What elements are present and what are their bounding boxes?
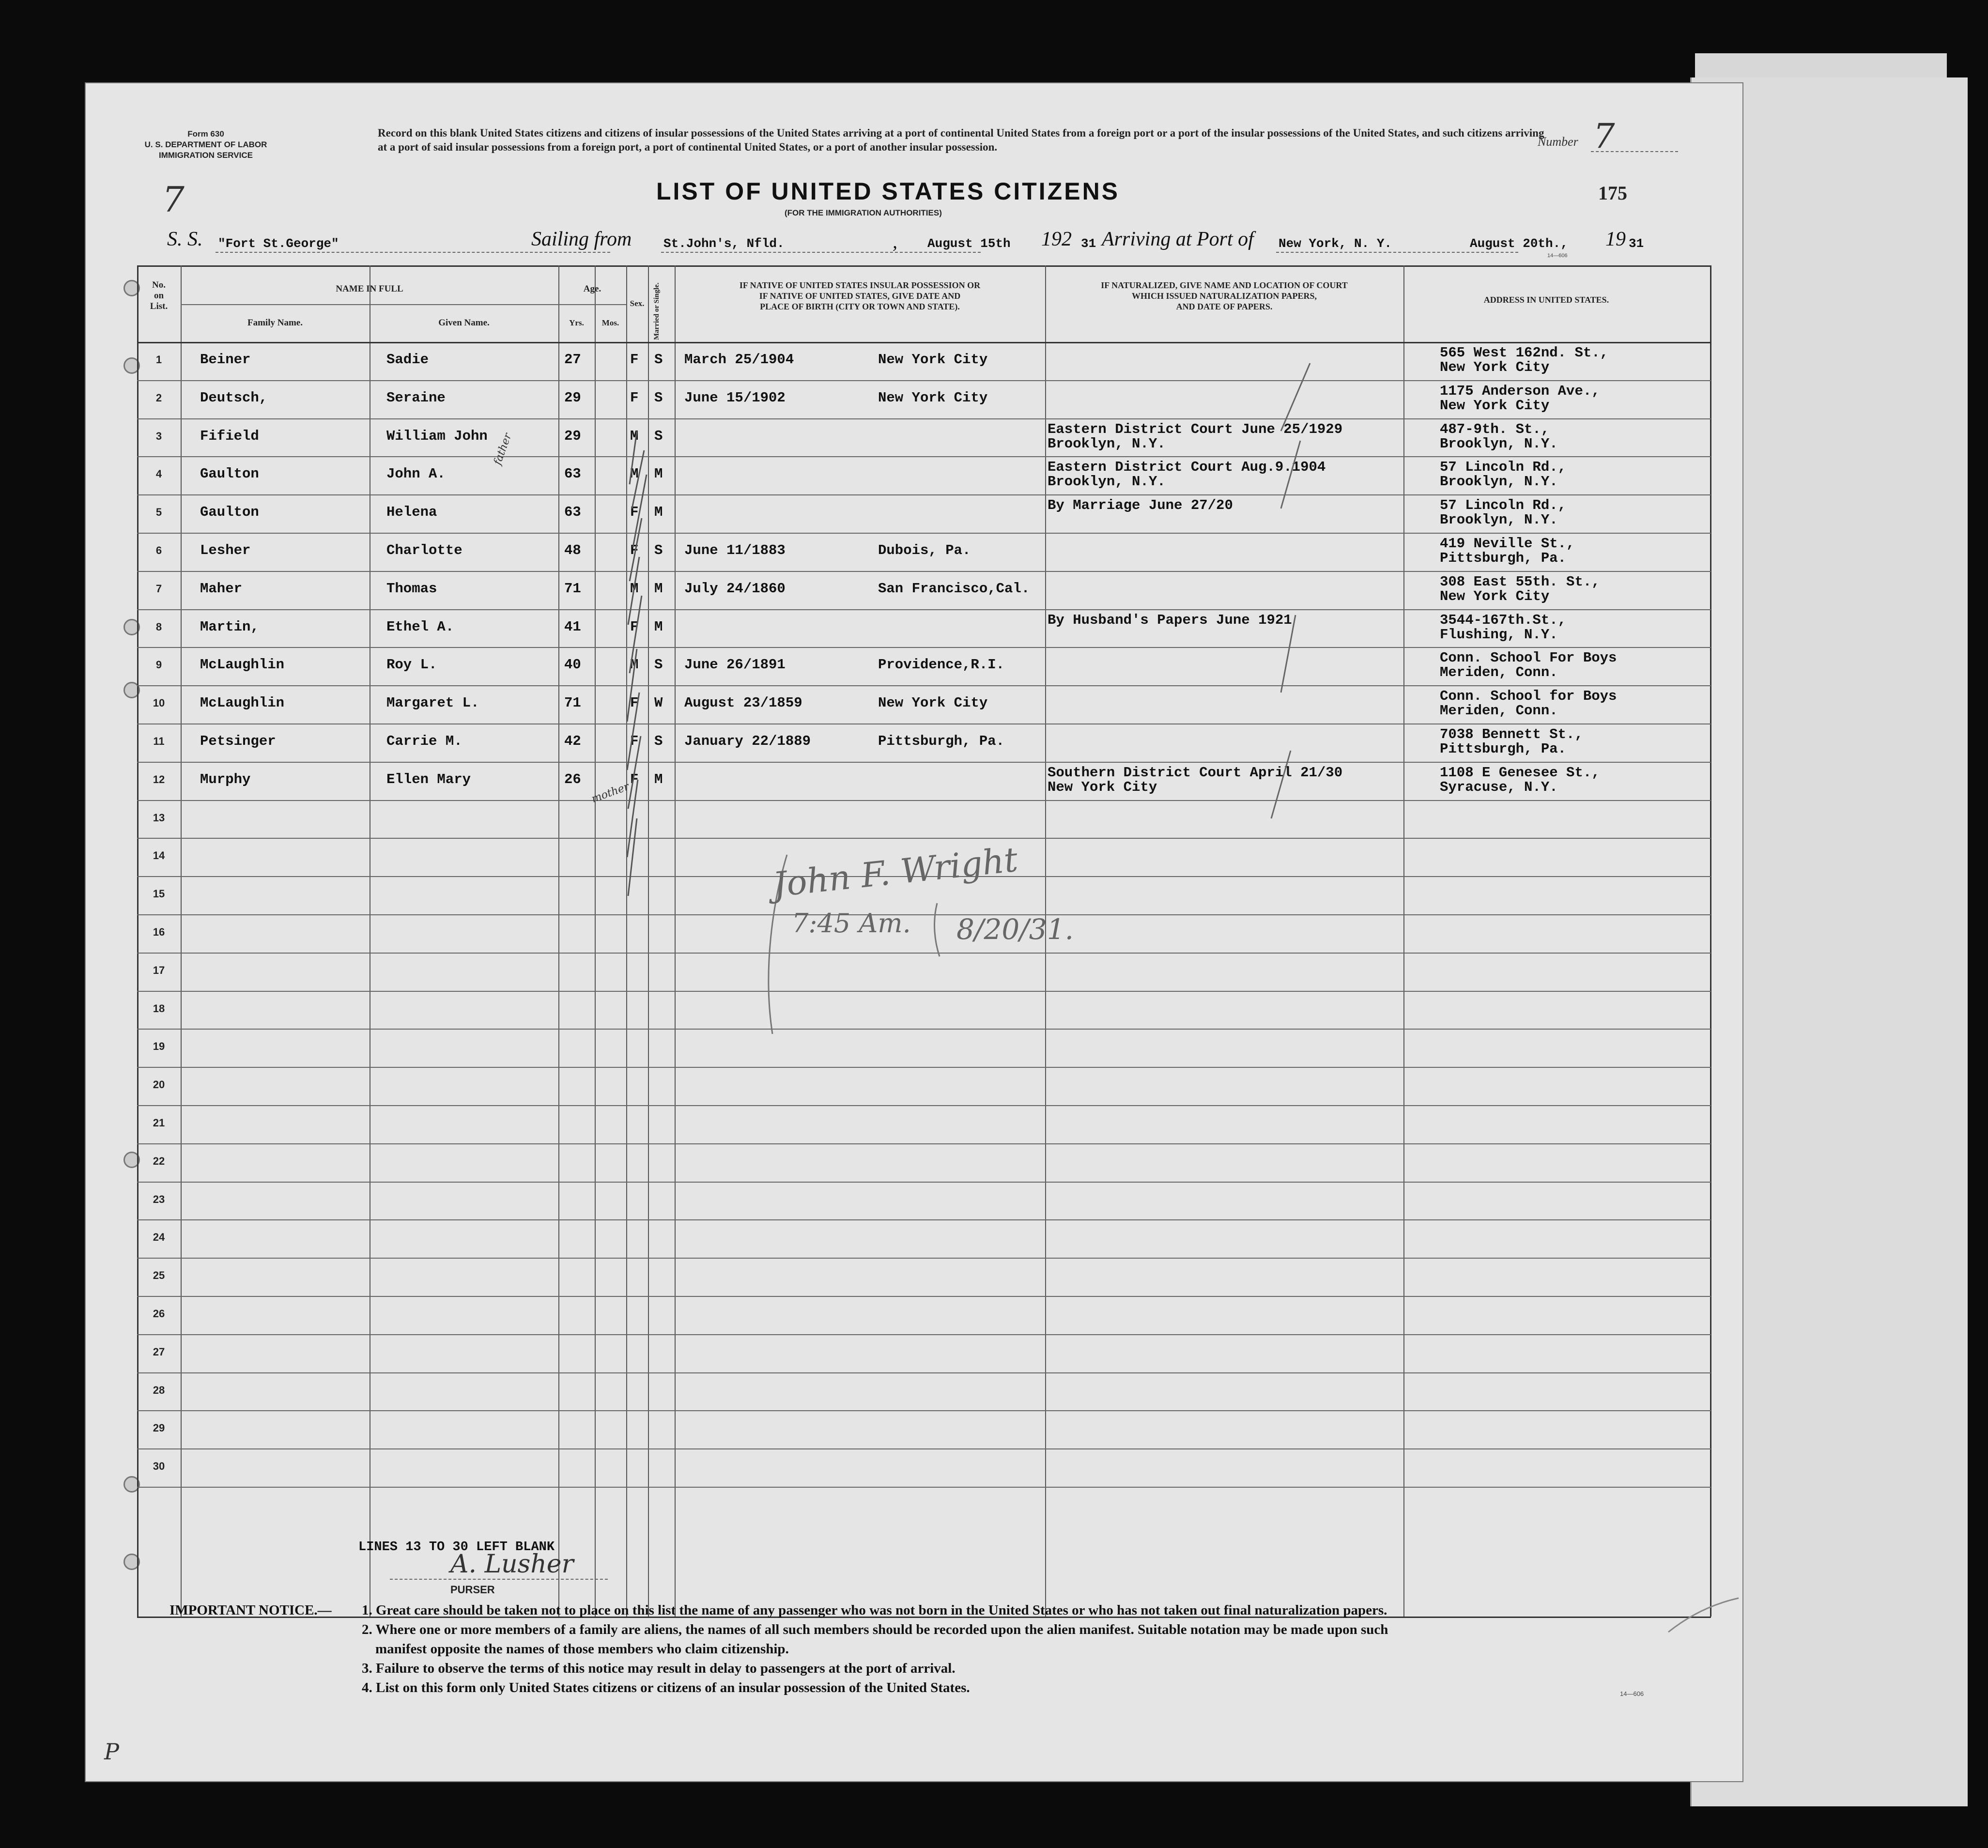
manifest-page xyxy=(85,82,1743,1782)
row-number: 23 xyxy=(153,1193,165,1205)
address-line: New York City xyxy=(1440,359,1550,375)
col-divider xyxy=(181,265,182,1617)
handwritten-note: mother xyxy=(590,780,631,806)
sailing-port: St.John's, Nfld. xyxy=(663,236,785,251)
birth-date: June 11/1883 xyxy=(684,542,786,558)
row-rule xyxy=(137,1372,1711,1373)
birth-date: June 26/1891 xyxy=(684,657,786,673)
notice-item: manifest opposite the names of those members who claim citizenship. xyxy=(375,1641,789,1657)
lines-left-blank: LINES 13 TO 30 LEFT BLANK xyxy=(358,1540,555,1555)
row-rule xyxy=(137,838,1711,839)
row-number: 18 xyxy=(153,1002,165,1015)
marital-status: M xyxy=(654,580,663,597)
header-naturalized xyxy=(1045,280,1403,312)
given-name: William John xyxy=(386,428,488,444)
header-no: No. xyxy=(152,280,166,290)
form-identifier xyxy=(136,129,276,161)
header-birth-line: PLACE OF BIRTH (CITY OR TOWN AND STATE). xyxy=(760,302,960,311)
address-line: 1175 Anderson Ave., xyxy=(1440,383,1600,399)
age-years: 27 xyxy=(564,352,581,368)
row-number: 5 xyxy=(155,506,162,519)
row-rule xyxy=(137,1182,1711,1183)
family-name: Maher xyxy=(200,580,243,597)
sailing-year: 31 xyxy=(1081,236,1096,251)
age-years: 63 xyxy=(564,504,581,521)
given-name: Margaret L. xyxy=(386,695,479,711)
birth-place: Dubois, Pa. xyxy=(878,542,971,558)
arriving-year-prefix: 19 xyxy=(1605,228,1626,250)
comma-separator: , xyxy=(893,231,897,252)
table-right-border xyxy=(1710,265,1711,1617)
birth-place: San Francisco,Cal. xyxy=(878,580,1030,597)
given-name: Ethel A. xyxy=(386,618,454,635)
row-rule xyxy=(137,494,1711,495)
given-name: Roy L. xyxy=(386,657,437,673)
inspector-date: 8/20/31. xyxy=(956,913,1074,946)
marital-status: M xyxy=(654,771,663,787)
header-address: ADDRESS IN UNITED STATES. xyxy=(1483,295,1609,305)
row-number: 3 xyxy=(155,430,162,442)
header-birth xyxy=(675,280,1045,312)
row-number: 26 xyxy=(153,1308,165,1320)
handwritten-check-marks xyxy=(1145,354,1339,886)
inspector-signature: John F. Wright xyxy=(771,839,1020,905)
ss-label: S. S. xyxy=(167,228,203,250)
given-name: Ellen Mary xyxy=(386,771,471,787)
row-number: 20 xyxy=(153,1078,165,1091)
address-line: 57 Lincoln Rd., xyxy=(1440,497,1567,514)
header-list: List. xyxy=(150,301,168,311)
row-number: 25 xyxy=(153,1269,165,1282)
age-years: 71 xyxy=(564,580,581,597)
header-sex: Sex. xyxy=(630,299,645,308)
marital-status: S xyxy=(654,733,663,749)
age-years: 26 xyxy=(564,771,581,787)
address-line: 565 West 162nd. St., xyxy=(1440,345,1609,361)
birth-date: January 22/1889 xyxy=(684,733,811,749)
given-name: Helena xyxy=(386,504,437,521)
marital-status: W xyxy=(654,695,663,711)
row-number: 29 xyxy=(153,1422,165,1434)
row-number: 21 xyxy=(153,1117,165,1129)
handwritten-tick-marks xyxy=(603,421,671,930)
header-bottom-border xyxy=(137,342,1711,343)
address-line: Pittsburgh, Pa. xyxy=(1440,741,1567,757)
given-name: Seraine xyxy=(386,389,446,406)
family-name: Lesher xyxy=(200,542,251,558)
handwritten-note: father xyxy=(492,431,514,467)
address-line: Conn. School For Boys xyxy=(1440,650,1617,666)
birth-date: June 15/1902 xyxy=(684,389,786,406)
sailing-label: Sailing from xyxy=(531,228,632,250)
page-number: 175 xyxy=(1598,182,1627,204)
row-rule xyxy=(137,533,1711,534)
arriving-year: 31 xyxy=(1629,236,1644,251)
row-rule xyxy=(137,685,1711,686)
row-rule xyxy=(137,647,1711,648)
naturalization-detail: Brooklyn, N.Y. xyxy=(1048,474,1166,490)
address-line: Conn. School for Boys xyxy=(1440,688,1617,705)
marital-status: S xyxy=(654,542,663,558)
row-number: 22 xyxy=(153,1155,165,1167)
row-rule xyxy=(137,418,1711,419)
header-nat-line: WHICH ISSUED NATURALIZATION PAPERS, xyxy=(1131,291,1317,301)
birth-place: New York City xyxy=(878,389,988,406)
header-given-name: Given Name. xyxy=(438,318,490,328)
service-name: IMMIGRATION SERVICE xyxy=(159,151,253,160)
family-name: Gaulton xyxy=(200,466,259,482)
notice-item: 3. Failure to observe the terms of this notice may result in delay to passengers at the port of arrival. xyxy=(362,1661,955,1676)
header-name-in-full: NAME IN FULL xyxy=(336,284,403,294)
row-rule xyxy=(137,1448,1711,1449)
address-line: Pittsburgh, Pa. xyxy=(1440,550,1567,566)
department-name: U. S. DEPARTMENT OF LABOR xyxy=(144,140,267,149)
row-rule xyxy=(137,800,1711,801)
notice-item: 2. Where one or more members of a family are aliens, the names of all such members should be recorded upon the alien manifest. Suitable notation may be made upon such xyxy=(362,1622,1388,1637)
row-number: 7 xyxy=(155,582,162,595)
header-age-divider xyxy=(558,304,626,305)
row-rule xyxy=(137,380,1711,381)
row-number: 12 xyxy=(153,773,165,785)
row-rule xyxy=(137,609,1711,610)
row-rule xyxy=(137,1105,1711,1106)
marital-status: S xyxy=(654,389,663,406)
age-years: 41 xyxy=(564,618,581,635)
row-number: 14 xyxy=(153,849,165,862)
family-name: Petsinger xyxy=(200,733,276,749)
birth-place: Providence,R.I. xyxy=(878,657,1005,673)
row-number: 2 xyxy=(155,391,162,404)
sex: F xyxy=(630,771,639,787)
age-years: 29 xyxy=(564,428,581,444)
marital-status: S xyxy=(654,657,663,673)
arriving-label: Arriving at Port of xyxy=(1102,228,1254,250)
given-name: John A. xyxy=(386,466,446,482)
family-name: Gaulton xyxy=(200,504,259,521)
address-line: Brooklyn, N.Y. xyxy=(1440,512,1558,528)
row-rule xyxy=(137,1296,1711,1297)
arriving-port: New York, N. Y. xyxy=(1279,236,1392,251)
row-number: 9 xyxy=(155,659,162,671)
given-name: Thomas xyxy=(386,580,437,597)
header-nat-line: IF NATURALIZED, GIVE NAME AND LOCATION OF COURT xyxy=(1101,280,1348,290)
naturalization-court: Southern District Court April 21/30 xyxy=(1048,764,1343,781)
row-rule xyxy=(137,571,1711,572)
given-name: Carrie M. xyxy=(386,733,462,749)
inspector-stamp xyxy=(753,839,1140,1048)
header-mos: Mos. xyxy=(601,318,619,327)
address-line: 1108 E Genesee St., xyxy=(1440,764,1600,781)
row-number: 24 xyxy=(153,1231,165,1244)
row-rule xyxy=(137,456,1711,457)
row-number: 13 xyxy=(153,811,165,824)
address-line: 308 East 55th. St., xyxy=(1440,573,1600,590)
marital-status: M xyxy=(654,466,663,482)
naturalization-court: By Husband's Papers June 1921 xyxy=(1048,612,1292,628)
inspector-time: 7:45 Am. xyxy=(792,908,911,939)
sex: F xyxy=(630,504,639,521)
row-number: 1 xyxy=(155,354,162,366)
row-number: 19 xyxy=(153,1040,165,1053)
row-number: 27 xyxy=(153,1345,165,1358)
header-yrs: Yrs. xyxy=(569,318,584,327)
marital-status: M xyxy=(654,618,663,635)
age-years: 71 xyxy=(564,695,581,711)
sex: M xyxy=(630,657,639,673)
col-divider xyxy=(558,265,559,1617)
margin-number: 7 xyxy=(162,179,185,220)
form-number: Form 630 xyxy=(187,129,224,139)
sailing-year-prefix: 192 xyxy=(1041,228,1072,250)
family-name: Fifield xyxy=(200,428,259,444)
address-line: Brooklyn, N.Y. xyxy=(1440,474,1558,490)
age-years: 40 xyxy=(564,657,581,673)
marital-status: S xyxy=(654,352,663,368)
sailing-date: August 15th xyxy=(927,236,1011,251)
list-number: 7 xyxy=(1593,116,1615,156)
header-name-divider xyxy=(181,304,558,305)
sex: F xyxy=(630,733,639,749)
address-line: Meriden, Conn. xyxy=(1440,664,1558,681)
bottom-margin-mark: P xyxy=(104,1739,119,1765)
age-years: 63 xyxy=(564,466,581,482)
family-name: Murphy xyxy=(200,771,251,787)
corner-curl xyxy=(1664,1593,1741,1637)
age-years: 48 xyxy=(564,542,581,558)
address-line: Brooklyn, N.Y. xyxy=(1440,435,1558,452)
printer-note: 14—606 xyxy=(1547,253,1568,259)
sex: F xyxy=(630,352,639,368)
table-left-border xyxy=(137,265,139,1617)
row-rule xyxy=(137,1487,1711,1488)
purser-signature-line xyxy=(390,1579,608,1580)
ship-line xyxy=(216,252,610,253)
row-number: 8 xyxy=(155,620,162,633)
family-name: Beiner xyxy=(200,352,251,368)
sex: F xyxy=(630,542,639,558)
birth-place: Pittsburgh, Pa. xyxy=(878,733,1005,749)
row-number: 11 xyxy=(153,735,165,747)
header-nat-line: AND DATE OF PAPERS. xyxy=(1176,302,1273,311)
age-years: 29 xyxy=(564,389,581,406)
arriving-date: August 20th., xyxy=(1470,236,1568,251)
purser-signature: A. Lusher xyxy=(450,1550,574,1579)
naturalization-detail: Brooklyn, N.Y. xyxy=(1048,435,1166,452)
row-number: 16 xyxy=(153,926,165,938)
sex: F xyxy=(630,618,639,635)
address-line: Syracuse, N.Y. xyxy=(1440,779,1558,795)
row-number: 15 xyxy=(153,888,165,900)
arriving-line xyxy=(1276,252,1518,253)
row-rule xyxy=(137,1067,1711,1068)
row-rule xyxy=(137,1219,1711,1220)
instructions-text: Record on this blank United States citizens and citizens of insular possessions of the United States arriving at a port of continental United States from a foreign port or a port of the insular possessions of the United States, and such citizens arriving at a port of said insular possessions from a foreign port, a port of continental United States, or a port of another insular possession. xyxy=(378,127,1544,153)
number-label: Number xyxy=(1538,135,1578,149)
marital-status: S xyxy=(654,428,663,444)
document-subtitle: (FOR THE IMMIGRATION AUTHORITIES) xyxy=(785,208,942,217)
marital-status: M xyxy=(654,504,663,521)
row-number: 28 xyxy=(153,1384,165,1396)
sex: M xyxy=(630,428,639,444)
address-line: Meriden, Conn. xyxy=(1440,703,1558,719)
row-number: 4 xyxy=(155,468,162,480)
row-number: 6 xyxy=(155,544,162,556)
col-divider xyxy=(595,265,596,1617)
sailing-line xyxy=(661,252,981,253)
row-number: 10 xyxy=(153,697,165,709)
birth-place: New York City xyxy=(878,695,988,711)
document-title: LIST OF UNITED STATES CITIZENS xyxy=(656,178,1120,205)
header-on: on xyxy=(154,291,164,301)
sex: F xyxy=(630,389,639,406)
naturalization-detail: New York City xyxy=(1048,779,1157,795)
row-rule xyxy=(137,1410,1711,1411)
form-code: 14—606 xyxy=(1620,1690,1644,1697)
address-line: Flushing, N.Y. xyxy=(1440,626,1558,643)
row-rule xyxy=(137,762,1711,763)
address-line: 3544-167th.St., xyxy=(1440,612,1567,628)
family-name: Martin, xyxy=(200,618,259,635)
birth-date: August 23/1859 xyxy=(684,695,802,711)
birth-place: New York City xyxy=(878,352,988,368)
age-years: 42 xyxy=(564,733,581,749)
notice-list xyxy=(362,1601,1732,1697)
header-age: Age. xyxy=(583,284,601,294)
address-line: New York City xyxy=(1440,397,1550,414)
header-birth-line: IF NATIVE OF UNITED STATES, GIVE DATE AND xyxy=(759,291,961,301)
sex: M xyxy=(630,580,639,597)
birth-date: March 25/1904 xyxy=(684,352,794,368)
header-married-single: Married or Single. xyxy=(653,282,661,340)
ship-name: "Fort St.George" xyxy=(218,236,339,251)
birth-date: July 24/1860 xyxy=(684,580,786,597)
family-name: McLaughlin xyxy=(200,695,285,711)
family-name: Deutsch, xyxy=(200,389,268,406)
col-divider xyxy=(675,265,676,1617)
naturalization-court: Eastern District Court June 25/1929 xyxy=(1048,421,1343,437)
address-line: 419 Neville St., xyxy=(1440,536,1575,552)
row-rule xyxy=(137,1334,1711,1335)
row-number: 17 xyxy=(153,964,165,976)
row-number: 30 xyxy=(153,1460,165,1473)
row-rule xyxy=(137,1143,1711,1144)
given-name: Sadie xyxy=(386,352,429,368)
notice-item: 1. Great care should be taken not to place on this list the name of any passenger who was not born in the United States or who has not taken out final naturalization papers. xyxy=(362,1602,1387,1618)
address-line: 487-9th. St., xyxy=(1440,421,1550,437)
naturalization-court: Eastern District Court Aug.9.1904 xyxy=(1048,459,1326,476)
header-family-name: Family Name. xyxy=(247,318,303,328)
notice-heading: IMPORTANT NOTICE.— xyxy=(170,1602,332,1618)
family-name: McLaughlin xyxy=(200,657,285,673)
row-rule xyxy=(137,1258,1711,1259)
header-no-on-list xyxy=(137,280,181,312)
header-birth-line: IF NATIVE OF UNITED STATES INSULAR POSSESSION OR xyxy=(739,280,981,290)
sex: M xyxy=(630,466,639,482)
naturalization-court: By Marriage June 27/20 xyxy=(1048,497,1233,514)
address-line: New York City xyxy=(1440,588,1550,604)
sex: F xyxy=(630,695,639,711)
table-top-border xyxy=(137,265,1711,267)
notice-item: 4. List on this form only United States citizens or citizens of an insular possession of the United States. xyxy=(362,1680,970,1695)
col-divider xyxy=(1403,265,1404,1617)
purser-label: PURSER xyxy=(450,1584,495,1596)
address-line: 57 Lincoln Rd., xyxy=(1440,459,1567,476)
given-name: Charlotte xyxy=(386,542,462,558)
address-line: 7038 Bennett St., xyxy=(1440,726,1583,742)
